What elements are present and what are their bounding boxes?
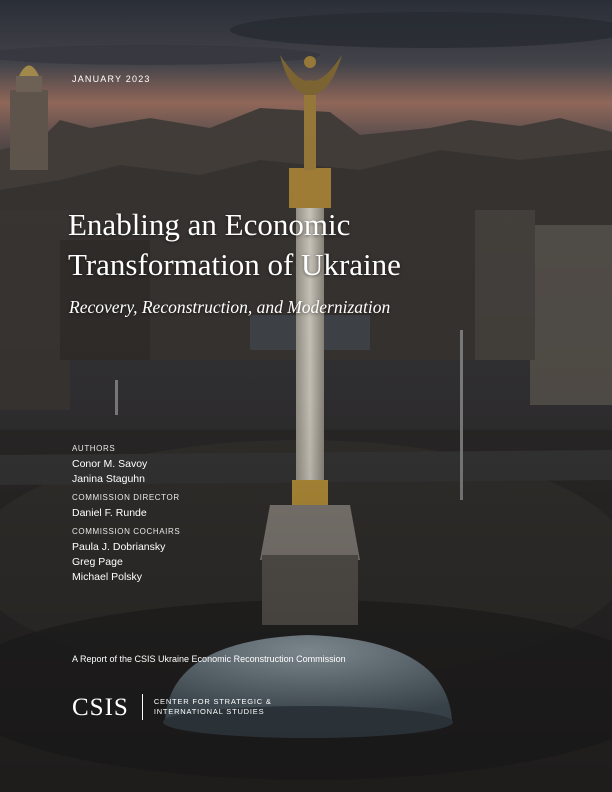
credit-role: COMMISSION DIRECTOR bbox=[72, 493, 180, 502]
credit-name: Daniel F. Runde bbox=[72, 507, 147, 519]
title-line: Enabling an Economic bbox=[68, 207, 351, 242]
logo-name-line: CENTER FOR STRATEGIC & bbox=[153, 697, 272, 706]
logo-mark: CSIS bbox=[72, 693, 129, 721]
credit-name: Conor M. Savoy bbox=[72, 458, 148, 470]
credit-name: Michael Polsky bbox=[72, 571, 143, 583]
director-group bbox=[72, 493, 272, 521]
credit-name: Paula J. Dobriansky bbox=[72, 541, 166, 553]
report-series-line: A Report of the CSIS Ukraine Economic Reconstruction Commission bbox=[72, 654, 346, 664]
logo-wordmark bbox=[154, 697, 272, 717]
credit-name: Janina Staguhn bbox=[72, 473, 145, 485]
csis-logo bbox=[72, 694, 272, 720]
credits-block bbox=[72, 444, 272, 591]
report-title bbox=[68, 205, 401, 285]
credit-name: Greg Page bbox=[72, 556, 123, 568]
title-line: Transformation of Ukraine bbox=[68, 247, 401, 282]
credit-role: AUTHORS bbox=[72, 444, 116, 453]
logo-divider bbox=[142, 694, 143, 720]
credit-role: COMMISSION COCHAIRS bbox=[72, 527, 181, 536]
authors-group bbox=[72, 444, 272, 487]
publication-date: JANUARY 2023 bbox=[72, 74, 151, 84]
logo-name-line: INTERNATIONAL STUDIES bbox=[153, 707, 265, 716]
report-subtitle: Recovery, Reconstruction, and Modernization bbox=[69, 297, 391, 317]
cochairs-group bbox=[72, 527, 272, 585]
